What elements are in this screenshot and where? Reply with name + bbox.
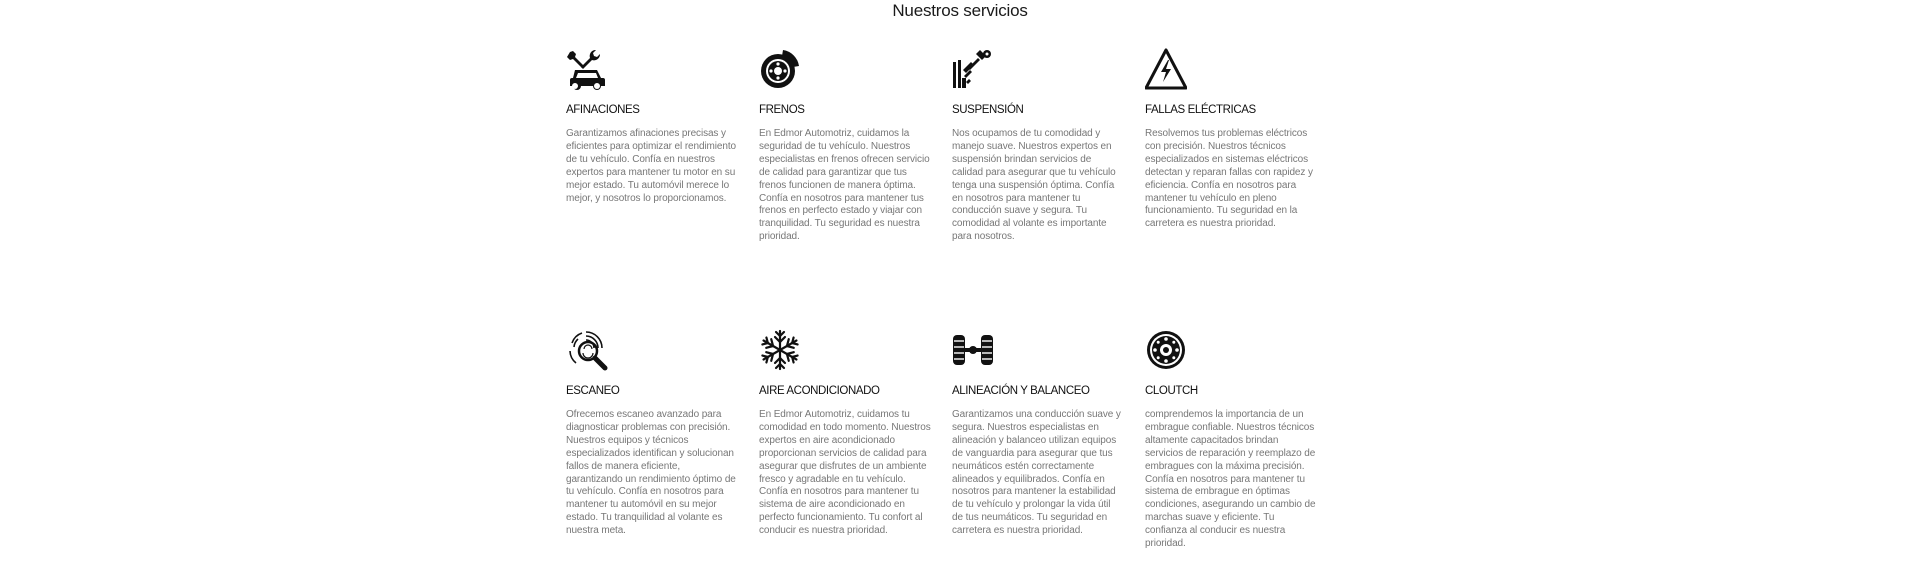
service-card-frenos [759,48,931,288]
service-title: FALLAS ELÉCTRICAS [1145,104,1256,116]
clutch-plate-icon [1145,329,1187,371]
section-title: Nuestros servicios [892,1,1028,20]
service-title: AFINACIONES [566,104,640,116]
service-title: CLOUTCH [1145,385,1198,397]
service-description: Nos ocupamos de tu comodidad y manejo suave. Nuestros expertos en suspensión brindan servicios de calidad para asegurar que tu vehículo tenga una suspensión óptima. Confía en nosotros para mantener tu conducción suave y segura. Tu comodidad al volante es importante para nosotros. [952,128,1116,243]
service-title: ESCANEO [566,385,620,397]
scan-magnifier-icon [566,329,608,371]
service-description: En Edmor Automotriz, cuidamos la seguridad de tu vehículo. Nuestros especialistas en frenos ofrecen servicio de calidad para garantizar que tus frenos funcionen de manera óptima. Confía en nosotros para mantener tus frenos en perfecto estado y viajar con tranquilidad. Tu seguridad es nuestra prioridad. [759,128,930,243]
service-card-escaneo [566,329,738,569]
service-card-suspension [952,48,1124,288]
service-title: ALINEACIÓN Y BALANCEO [952,385,1090,397]
service-title: AIRE ACONDICIONADO [759,385,880,397]
service-description: Garantizamos afinaciones precisas y eficientes para optimizar el rendimiento de tu vehículo. Confía en nuestros expertos para mantener tu motor en su mejor estado. Tu automóvil merece lo mejor, y nosotros lo proporcionamos. [566,128,736,204]
service-title: FRENOS [759,104,805,116]
shock-absorber-icon [952,48,994,90]
service-description: Garantizamos una conducción suave y segura. Nuestros especialistas en alineación y balanceo utilizan equipos de vanguardia para asegurar que tus neumáticos estén correctamente alineados y equilibrados. Confía en nosotros para mantener la estabilidad de tu vehículo y prolongar la vida útil de tus neumáticos. Tu seguridad en carretera es nuestra prioridad. [952,409,1121,537]
wheel-alignment-icon [952,329,994,371]
service-card-alineacion-balanceo [952,329,1124,569]
snowflake-icon [759,329,801,371]
wrench-car-icon [566,48,608,90]
service-description: comprendemos la importancia de un embrague confiable. Nuestros técnicos altamente capacitados brindan servicios de reparación y reemplazo de embragues con la máxima precisión. Confía en nosotros para mantener tu sistema de embrague en óptimas condiciones, asegurando un cambio de marchas suave y eficiente. Tu confianza al conducir es nuestra prioridad. [1145,409,1316,550]
service-card-afinaciones [566,48,738,288]
service-description: Ofrecemos escaneo avanzado para diagnosticar problemas con precisión. Nuestros equipos y técnicos especializados identifican y solucionan fallos de manera eficiente, garantizando un rendimiento óptimo de tu vehículo. Confía en nosotros para mantener tu automóvil en su mejor estado. Tu tranquilidad al volante es nuestra meta. [566,409,736,537]
service-card-cloutch [1145,329,1317,569]
service-card-aire-acondicionado [759,329,931,569]
service-title: SUSPENSIÓN [952,104,1024,116]
service-description: Resolvemos tus problemas eléctricos con precisión. Nuestros técnicos especializados en sistemas eléctricos detectan y reparan fallas con rapidez y eficiencia. Confía en nosotros para mantener tu vehículo en pleno funcionamiento. Tu seguridad en la carretera es nuestra prioridad. [1145,128,1313,230]
brake-disc-icon [759,48,801,90]
services-grid [566,48,1346,569]
service-description: En Edmor Automotriz, cuidamos tu comodidad en todo momento. Nuestros expertos en aire acondicionado proporcionan servicios de calidad para asegurar que disfrutes de un ambiente fresco y agradable en tu vehículo. Confía en nosotros para mantener tu sistema de aire acondicionado en perfecto funcionamiento. Tu confort al conducir es nuestra prioridad. [759,409,931,537]
service-card-fallas-electricas [1145,48,1317,288]
electrical-warning-icon [1145,48,1187,90]
